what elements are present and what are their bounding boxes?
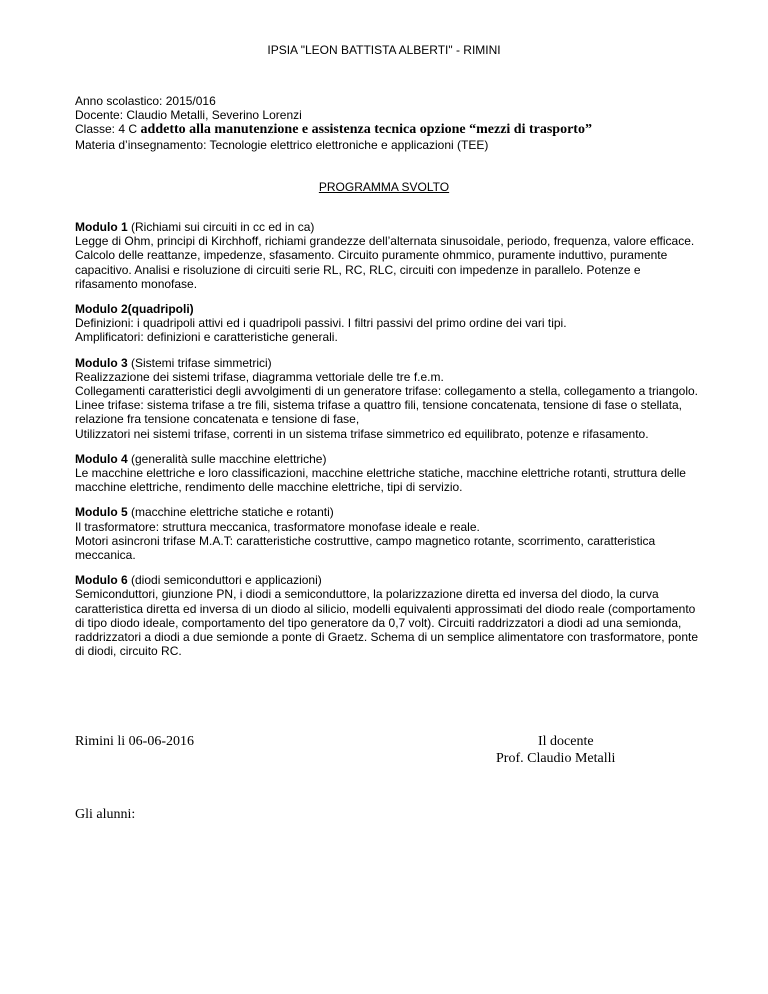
module-1 bbox=[75, 220, 700, 291]
class-letter: C bbox=[128, 122, 138, 136]
place-date: Rimini li 06-06-2016 bbox=[75, 734, 194, 749]
module-6 bbox=[75, 573, 700, 658]
class-line bbox=[75, 122, 715, 137]
module-3 bbox=[75, 356, 700, 441]
teachers: Docente: Claudio Metalli, Severino Lorenzi bbox=[75, 108, 302, 122]
module-paragraph: Le macchine elettriche e loro classificazioni, macchine elettriche statiche, macchine elettriche rotanti, struttura delle macchine elettriche, rendimento delle macchine elettriche, tipi di servizio. bbox=[75, 466, 686, 495]
module-subtitle: (macchine elettriche statiche e rotanti) bbox=[127, 505, 334, 520]
teacher-name: Prof. Claudio Metalli bbox=[496, 751, 616, 766]
module-title: Modulo 4 bbox=[75, 451, 128, 466]
module-2-title-line bbox=[75, 302, 700, 316]
school-name: IPSIA "LEON BATTISTA ALBERTI" - RIMINI bbox=[267, 43, 501, 57]
class-prefix: Classe: 4 bbox=[75, 122, 129, 136]
module-paragraph: Realizzazione dei sistemi trifase, diagramma vettoriale delle tre f.e.m. bbox=[75, 369, 444, 384]
module-subtitle: (Sistemi trifase simmetrici) bbox=[127, 355, 272, 370]
module-title: Modulo 1 bbox=[75, 220, 128, 234]
program-heading: PROGRAMMA SVOLTO bbox=[318, 180, 450, 194]
module-paragraph: Utilizzatori nei sistemi trifase, correnti in un sistema trifase simmetrico ed equilibrato, potenze e rifasamento. bbox=[75, 426, 649, 441]
class-description: addetto alla manutenzione e assistenza tecnica opzione “mezzi di trasporto” bbox=[137, 122, 592, 137]
students-label: Gli alunni: bbox=[75, 807, 136, 822]
module-subtitle: (generalità sulle macchine elettriche) bbox=[127, 451, 327, 466]
module-4-title-line bbox=[75, 452, 700, 466]
module-subtitle: (Richiami sui circuiti in cc ed in ca) bbox=[127, 220, 315, 234]
module-2 bbox=[75, 302, 700, 345]
school-year: Anno scolastico: 2015/016 bbox=[75, 94, 216, 108]
module-paragraph: Legge di Ohm, principi di Kirchhoff, richiami grandezze dell’alternata sinusoidale, periodo, frequenza, valore efficace. Calcolo delle reattanze, impedenze, sfasamento. Circuito puramente ohmmico, puramente induttivo, puramente capacitivo. Analisi e risoluzione di circuiti serie RL, RC, RLC, circuiti con impedenze in parallelo. Potenze e rifasamento monofase. bbox=[75, 234, 695, 291]
module-paragraph: Motori asincroni trifase M.A.T: caratteristiche costruttive, campo magnetico rotante, scorrimento, caratteristica meccanica. bbox=[75, 533, 656, 563]
module-title: Modulo 6 bbox=[75, 573, 128, 588]
module-paragraph: Amplificatori: definizioni e caratteristiche generali. bbox=[75, 330, 338, 345]
module-5 bbox=[75, 505, 700, 562]
module-paragraph: Il trasformatore: struttura meccanica, trasformatore monofase ideale e reale. bbox=[75, 519, 480, 534]
module-6-title-line bbox=[75, 573, 700, 587]
module-title: Modulo 3 bbox=[75, 355, 128, 370]
module-4 bbox=[75, 452, 700, 495]
module-title: Modulo 5 bbox=[75, 505, 128, 520]
module-5-title-line bbox=[75, 505, 700, 519]
subject: Materia d’insegnamento: Tecnologie elettrico elettroniche e applicazioni (TEE) bbox=[75, 138, 489, 152]
module-title: Modulo 2(quadripoli) bbox=[75, 302, 194, 317]
module-paragraph: Semiconduttori, giunzione PN, i diodi a semiconduttore, la polarizzazione diretta ed inversa del diodo, la curva caratteristica diretta ed inversa di un diodo al silicio, modelli equivalenti approssimati del diodo reale (comportamento di tipo diodo ideale, comportamento del tipo generatore da 0,7 volt). Circuiti raddrizzatori a diodi ad una semionda, raddrizzatori a diodi a due semionde a ponte di Graetz. Schema di un semplice alimentatore con trasformatore, ponte di diodi, circuito RC. bbox=[75, 587, 699, 659]
module-paragraph: Definizioni: i quadripoli attivi ed i quadripoli passivi. I filtri passivi del primo ordine dei vari tipi. bbox=[75, 316, 567, 331]
module-1-title-line bbox=[75, 220, 700, 234]
module-subtitle: (diodi semiconduttori e applicazioni) bbox=[127, 573, 322, 588]
module-3-title-line bbox=[75, 356, 700, 370]
module-list bbox=[75, 220, 700, 669]
teacher-role: Il docente bbox=[538, 734, 594, 749]
module-paragraph: Collegamenti caratteristici degli avvolgimenti di un generatore trifase: collegamento a stella, collegamento a triangolo. Linee trifase: sistema trifase a tre fili, sistema trifase a quattro fili, tensione concatenata, tensione di fase o stellata, relazione fra tensione concatenata e tensione di fase, bbox=[75, 384, 699, 427]
